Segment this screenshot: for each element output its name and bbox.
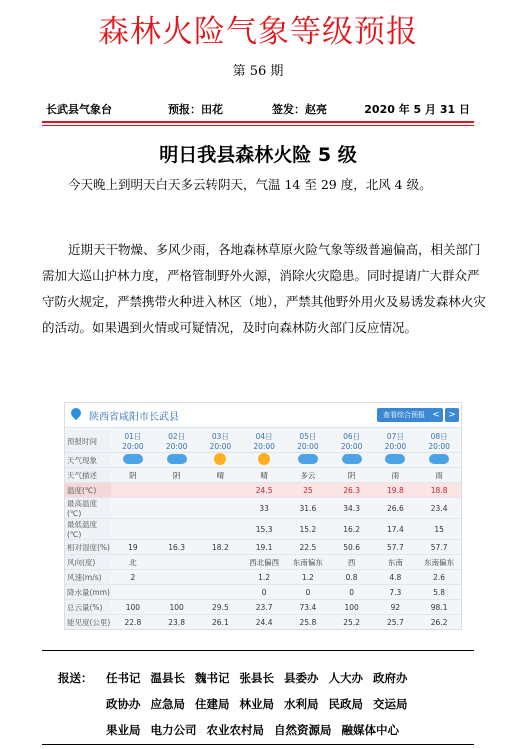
forecast-cell: 19.1 xyxy=(242,540,286,555)
forecast-date: 03日 xyxy=(211,432,229,441)
row-label: 降水量(mm) xyxy=(65,585,111,600)
forecast-date-cell xyxy=(417,430,461,453)
forecast-date: 04日 xyxy=(255,432,273,441)
forecast-cell: 34.3 xyxy=(330,498,374,519)
weather-icon-cell xyxy=(242,453,286,468)
distribution-list xyxy=(58,665,418,743)
forecast-cell xyxy=(155,498,199,519)
forecast-cell: 2.6 xyxy=(417,570,461,585)
cloud-icon xyxy=(342,454,362,464)
forecast-cell: 阴 xyxy=(155,468,199,483)
forecast-cell: 22.5 xyxy=(286,540,330,555)
comprehensive-forecast-button[interactable]: 查看综合预报 xyxy=(377,408,431,422)
forecast-table xyxy=(65,430,461,630)
row-label: 温度(℃) xyxy=(65,483,111,498)
recipient: 融媒体中心 xyxy=(341,723,399,737)
distribution-row xyxy=(58,717,418,743)
forecast-cell: 100 xyxy=(155,600,199,615)
issue-date: 2020 年 5 月 31 日 xyxy=(364,103,470,116)
row-label: 风向(度) xyxy=(65,555,111,570)
forecast-row xyxy=(65,585,461,600)
prev-arrow-button[interactable]: < xyxy=(429,408,443,422)
distribution-label: 报送： xyxy=(58,671,93,685)
row-label: 天气现象 xyxy=(65,453,111,468)
forecast-row xyxy=(65,555,461,570)
forecast-row xyxy=(65,483,461,498)
forecast-cell: 23.7 xyxy=(242,600,286,615)
distribution-row xyxy=(58,691,418,717)
forecast-date-cell xyxy=(330,430,374,453)
weather-icon-cell xyxy=(330,453,374,468)
forecast-date-cell xyxy=(199,430,243,453)
forecast-cell: 26.2 xyxy=(417,615,461,630)
forecast-cell xyxy=(111,519,155,540)
cloud-icon xyxy=(167,454,187,464)
forecast-row xyxy=(65,498,461,519)
recipient: 果业局 xyxy=(106,723,141,737)
forecast-cell: 33 xyxy=(242,498,286,519)
forecast-cell: 15 xyxy=(417,519,461,540)
recipient: 政协办 xyxy=(106,697,141,711)
forecast-time: 20:00 xyxy=(122,442,144,451)
recipient: 温县长 xyxy=(150,671,185,685)
recipient: 林业局 xyxy=(239,697,274,711)
header-rule xyxy=(42,121,474,123)
forecast-cell: 23.4 xyxy=(417,498,461,519)
forecast-cell: 25.7 xyxy=(374,615,418,630)
forecast-time: 20:00 xyxy=(384,442,407,451)
forecast-cell: 57.7 xyxy=(417,540,461,555)
forecast-row xyxy=(65,615,461,630)
forecast-cell: 92 xyxy=(374,600,418,615)
recipient: 电力公司 xyxy=(150,723,197,737)
recipient: 县委办 xyxy=(284,671,319,685)
row-label: 天气描述 xyxy=(65,468,111,483)
weather-icon-cell xyxy=(374,453,418,468)
forecast-date-cell xyxy=(286,430,330,453)
paragraph-1: 今天晚上到明天白天多云转阴天，气温 14 至 29 度，北风 4 级。 xyxy=(68,177,432,192)
forecast-row xyxy=(65,540,461,555)
recipient: 任书记 xyxy=(106,671,141,685)
forecast-cell: 100 xyxy=(330,600,374,615)
forecast-cell: 50.6 xyxy=(330,540,374,555)
forecast-date-cell xyxy=(155,430,199,453)
sun-icon xyxy=(258,453,270,465)
forecast-cell: 16.3 xyxy=(155,540,199,555)
forecast-cell: 18.8 xyxy=(417,483,461,498)
forecast-cell: 5.8 xyxy=(417,585,461,600)
forecast-cell: 晴 xyxy=(199,468,243,483)
weather-icon-cell xyxy=(111,453,155,468)
cloud-icon xyxy=(429,454,449,464)
issuer: 长武县气象台 xyxy=(46,103,112,116)
recipient: 魏书记 xyxy=(195,671,230,685)
forecast-date: 02日 xyxy=(168,432,186,441)
forecast-cell: 15.3 xyxy=(242,519,286,540)
forecast-cell: 阴 xyxy=(111,468,155,483)
forecast-cell: 26.1 xyxy=(199,615,243,630)
forecast-cell: 0 xyxy=(242,585,286,600)
forecast-cell: 57.7 xyxy=(374,540,418,555)
weather-icon-cell xyxy=(155,453,199,468)
forecast-cell: 25 xyxy=(286,483,330,498)
page-title: 森林火险气象等级预报 xyxy=(98,14,418,50)
forecast-cell: 25.8 xyxy=(286,615,330,630)
forecast-cell: 多云 xyxy=(286,468,330,483)
recipient: 人大办 xyxy=(328,671,363,685)
forecast-cell: 25.2 xyxy=(330,615,374,630)
forecaster: 预报：田花 xyxy=(168,103,223,116)
recipient: 政府办 xyxy=(373,671,408,685)
header-rule-thin xyxy=(42,125,474,126)
forecast-cell: 16.2 xyxy=(330,519,374,540)
forecast-cell xyxy=(155,519,199,540)
forecast-cell: 15.2 xyxy=(286,519,330,540)
location-pin-icon xyxy=(69,406,83,420)
forecast-cell: 1.2 xyxy=(286,570,330,585)
forecast-cell: 0 xyxy=(286,585,330,600)
forecast-cell: 98.1 xyxy=(417,600,461,615)
forecast-cell: 22.8 xyxy=(111,615,155,630)
forecast-time: 20:00 xyxy=(165,442,188,451)
row-label: 预报时间 xyxy=(65,430,111,453)
forecast-cell: 19 xyxy=(111,540,155,555)
forecast-date-cell xyxy=(374,430,418,453)
forecast-cell xyxy=(111,585,155,600)
forecast-time: 20:00 xyxy=(209,442,232,451)
forecast-row xyxy=(65,570,461,585)
forecast-cell: 31.6 xyxy=(286,498,330,519)
forecast-cell: 26.3 xyxy=(330,483,374,498)
weather-forecast-widget xyxy=(64,402,462,630)
next-arrow-button[interactable]: > xyxy=(445,408,459,422)
forecast-cell xyxy=(199,498,243,519)
forecast-row xyxy=(65,468,461,483)
row-label: 风速(m/s) xyxy=(65,570,111,585)
forecast-cell xyxy=(199,585,243,600)
issue-number: 第 56 期 xyxy=(232,64,284,79)
forecast-cell: 2 xyxy=(111,570,155,585)
cloud-icon xyxy=(385,454,405,464)
forecast-date: 07日 xyxy=(386,432,404,441)
forecast-cell: 17.4 xyxy=(374,519,418,540)
row-label: 最高温度(℃) xyxy=(65,498,111,519)
forecast-time: 20:00 xyxy=(340,442,363,451)
forecast-time: 20:00 xyxy=(253,442,275,451)
weather-icon-cell xyxy=(199,453,243,468)
forecast-cell: 雨 xyxy=(374,468,418,483)
cloud-icon xyxy=(298,454,318,464)
forecast-cell: 0.8 xyxy=(330,570,374,585)
recipient: 交运局 xyxy=(373,697,408,711)
footer-rule xyxy=(42,650,474,651)
forecast-cell: 24.5 xyxy=(242,483,286,498)
row-label: 最低温度(℃) xyxy=(65,519,111,540)
forecast-cell: 北 xyxy=(111,555,155,570)
forecast-cell: 4.8 xyxy=(374,570,418,585)
forecast-cell: 西北偏西 xyxy=(242,555,286,570)
signer: 签发：赵亮 xyxy=(272,103,327,116)
headline: 明日我县森林火险 5 级 xyxy=(159,144,357,166)
forecast-cell: 阴 xyxy=(330,468,374,483)
row-label: 总云量(%) xyxy=(65,600,111,615)
recipient: 农业农村局 xyxy=(206,723,264,737)
forecast-cell: 1.2 xyxy=(242,570,286,585)
recipient: 张县长 xyxy=(239,671,274,685)
forecast-cell: 73.4 xyxy=(286,600,330,615)
forecast-cell: 18.2 xyxy=(199,540,243,555)
forecast-cell xyxy=(199,519,243,540)
forecast-cell xyxy=(155,570,199,585)
forecast-row xyxy=(65,453,461,468)
forecast-cell xyxy=(155,585,199,600)
weather-icon-cell xyxy=(417,453,461,468)
forecast-cell xyxy=(155,483,199,498)
forecast-time: 20:00 xyxy=(428,442,450,451)
row-label: 相对湿度(%) xyxy=(65,540,111,555)
forecast-cell: 晴 xyxy=(242,468,286,483)
recipient: 水利局 xyxy=(284,697,319,711)
cloud-icon xyxy=(123,454,143,464)
forecast-date: 08日 xyxy=(430,432,448,441)
forecast-time: 20:00 xyxy=(297,442,319,451)
forecast-cell: 29.5 xyxy=(199,600,243,615)
forecast-cell xyxy=(155,555,199,570)
widget-location: 陕西省咸阳市长武县 xyxy=(89,412,179,423)
weather-icon-cell xyxy=(286,453,330,468)
forecast-cell: 24.4 xyxy=(242,615,286,630)
forecast-date-cell xyxy=(111,430,155,453)
recipient: 民政局 xyxy=(328,697,363,711)
forecast-cell: 100 xyxy=(111,600,155,615)
forecast-date: 05日 xyxy=(299,432,317,441)
sun-icon xyxy=(214,453,226,465)
forecast-cell: 23.8 xyxy=(155,615,199,630)
forecast-cell xyxy=(199,555,243,570)
bottom-rule xyxy=(42,744,474,745)
forecast-date: 01日 xyxy=(124,432,142,441)
recipient: 自然资源局 xyxy=(274,723,332,737)
forecast-cell xyxy=(199,570,243,585)
recipient: 住建局 xyxy=(195,697,230,711)
forecast-date: 06日 xyxy=(343,432,361,441)
forecast-row xyxy=(65,519,461,540)
forecast-cell: 26.6 xyxy=(374,498,418,519)
forecast-cell: 西 xyxy=(330,555,374,570)
forecast-cell: 0 xyxy=(330,585,374,600)
forecast-cell: 东南 xyxy=(374,555,418,570)
forecast-row xyxy=(65,430,461,453)
forecast-cell xyxy=(111,498,155,519)
forecast-cell: 东南偏东 xyxy=(286,555,330,570)
forecast-cell: 19.8 xyxy=(374,483,418,498)
forecast-date-cell xyxy=(242,430,286,453)
widget-toolbar xyxy=(65,403,461,428)
distribution-row xyxy=(58,665,418,691)
forecast-cell: 雨 xyxy=(417,468,461,483)
forecast-cell xyxy=(111,483,155,498)
row-label: 能见度(公里) xyxy=(65,615,111,630)
forecast-cell: 7.3 xyxy=(374,585,418,600)
forecast-cell: 东南偏东 xyxy=(417,555,461,570)
paragraph-2: 近期天干物燥、多风少雨，各地森林草原火险气象等级普遍偏高，相关部门需加大巡山护林力度，严格管制野外火源，消除火灾隐患。同时提请广大群众严守防火规定，严禁携带火种进入林区（地），严禁其他野外用火及易诱发森林火灾的活动。如果遇到火情或可疑情况，及时向森林防火部门反应情况。 xyxy=(42,242,486,335)
recipient: 应急局 xyxy=(150,697,185,711)
forecast-cell xyxy=(199,483,243,498)
forecast-row xyxy=(65,600,461,615)
